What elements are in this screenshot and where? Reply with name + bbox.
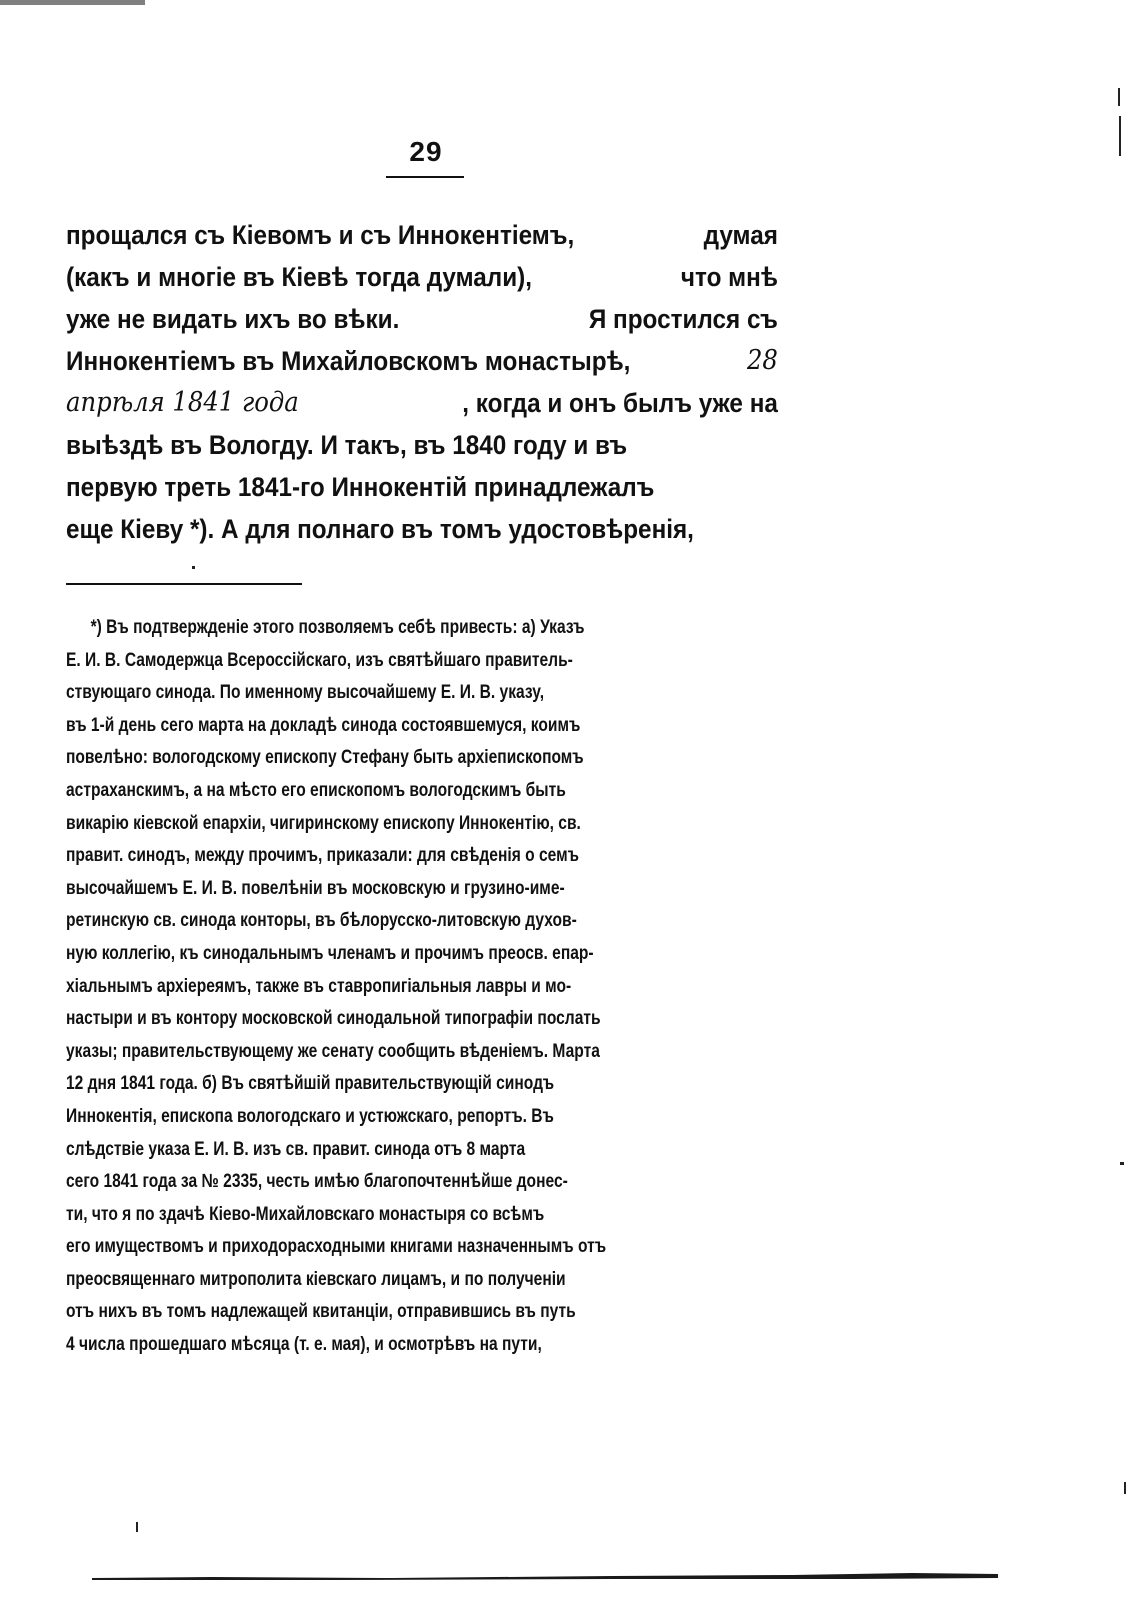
footnote-line: его имуществомъ и приходорасходными книгами назначеннымъ отъ bbox=[66, 1236, 607, 1258]
footnote-line: ти, что я по здачѣ Кіево-Михайловскаго монастыря со всѣмъ bbox=[66, 1203, 545, 1225]
footnote-line: ную коллегію, къ синодальнымъ членамъ и прочимъ преосв. епар- bbox=[66, 942, 594, 964]
main-text-segment: еще Кіеву *). А для полнаго въ томъ удостовѣренія, bbox=[66, 514, 694, 544]
main-text-segment: прощался съ Кіевомъ и съ Иннокентіемъ, bbox=[66, 220, 575, 250]
main-text-segment: Иннокентіемъ въ Михайловскомъ монастырѣ, bbox=[66, 346, 631, 376]
main-line bbox=[66, 256, 778, 298]
footnote-line: хіальнымъ архіереямъ, также въ ставропигіальныя лавры и мо- bbox=[66, 975, 572, 997]
footnote-line: въ 1-й день сего марта на докладѣ синода состоявшемуся, коимъ bbox=[66, 714, 581, 736]
footnote-line: высочайшемъ Е. И. В. повелѣніи въ московскую и грузино-име- bbox=[66, 877, 565, 899]
footnote-line: *) Въ подтвержденіе этого позволяемъ себѣ привесть: а) Указъ bbox=[90, 617, 585, 638]
footnote-line: слѣдствіе указа Е. И. В. изъ св. правит. синода отъ 8 марта bbox=[66, 1138, 526, 1160]
main-line bbox=[66, 298, 778, 340]
footnote-line: ствующаго синода. По именному высочайшему Е. И. В. указу, bbox=[66, 682, 545, 704]
scan-top-edge bbox=[0, 0, 145, 5]
footnote-line: указы; правительствующему же сенату сообщить вѣденіемъ. Марта bbox=[66, 1040, 600, 1062]
main-text-fragment: ъ во вѣки. bbox=[272, 304, 400, 334]
footnote-line: преосвященнаго митрополита кіевскаго лицамъ, и по полученіи bbox=[66, 1268, 566, 1290]
date-italic-number: 28 bbox=[746, 345, 778, 376]
main-text-segment: первую треть 1841-го Иннокентій принадлежалъ bbox=[66, 472, 655, 502]
footnote-line: Иннокентія, епископа вологодскаго и устюжскаго, репортъ. Въ bbox=[66, 1105, 554, 1127]
footnote-line: астраханскимъ, а на мѣсто его епископомъ вологодскимъ быть bbox=[66, 779, 566, 801]
margin-mark bbox=[1124, 1482, 1126, 1494]
margin-mark bbox=[1118, 88, 1120, 106]
main-text-segment: думая bbox=[703, 220, 778, 250]
main-line bbox=[66, 424, 778, 466]
main-text-segment: что мнѣ bbox=[680, 262, 778, 292]
footnote-line: викарію кіевской епархіи, чигиринскому епископу Иннокентію, св. bbox=[66, 812, 581, 834]
footnote-line: правит. синодъ, между прочимъ, приказали: для свѣденія о семъ bbox=[66, 845, 579, 867]
footnote-line: Е. И. В. Самодержца Всероссійскаго, изъ святѣйшаго правитель- bbox=[66, 649, 573, 671]
main-text-segment bbox=[66, 298, 399, 340]
footnote-line: 12 дня 1841 года. б) Въ святѣйшій правительствующій синодъ bbox=[66, 1073, 555, 1095]
page-number-underline bbox=[386, 176, 464, 178]
footnote-separator bbox=[66, 583, 302, 585]
main-line bbox=[66, 382, 778, 424]
page-number: 29 bbox=[409, 136, 443, 167]
main-line bbox=[66, 508, 778, 550]
main-text bbox=[66, 214, 778, 550]
main-line bbox=[66, 466, 778, 508]
footnote-line: 4 числа прошедшаго мѣсяца (т. е. мая), и осмотрѣвъ на пути, bbox=[66, 1334, 542, 1356]
main-text-fragment: уже не видать их bbox=[66, 304, 273, 334]
main-line bbox=[66, 214, 778, 256]
footnote-line: сего 1841 года за № 2335, честь имѣю благопочтеннѣйше донес- bbox=[66, 1171, 568, 1193]
date-italic: апрѣля 1841 года bbox=[66, 387, 299, 418]
footnote bbox=[66, 612, 778, 1362]
scan-bottom-edge bbox=[92, 1572, 998, 1580]
main-line bbox=[66, 340, 778, 382]
main-text-segment: выѣздѣ въ Вологду. И такъ, въ 1840 году и въ bbox=[66, 430, 628, 460]
main-text-segment: (какъ и многіе въ Кіевѣ тогда думали), bbox=[66, 262, 533, 292]
margin-mark bbox=[192, 566, 195, 569]
margin-mark bbox=[1119, 116, 1121, 156]
main-text-segment: Я простился съ bbox=[588, 304, 778, 334]
main-text-segment: , когда и онъ былъ уже на bbox=[462, 388, 778, 418]
footnote-line: отъ нихъ въ томъ надлежащей квитанціи, отправившись въ путь bbox=[66, 1301, 576, 1323]
margin-mark bbox=[1120, 1162, 1124, 1165]
footnote-line: ретинскую св. синода конторы, въ бѣлорусско-литовскую духов- bbox=[66, 910, 577, 932]
footnote-line: повелѣно: вологодскому епископу Стефану быть архіепископомъ bbox=[66, 747, 584, 769]
footnote-line: настыри и въ контору московской синодальной типографіи послать bbox=[66, 1008, 601, 1030]
margin-mark bbox=[136, 1522, 138, 1532]
